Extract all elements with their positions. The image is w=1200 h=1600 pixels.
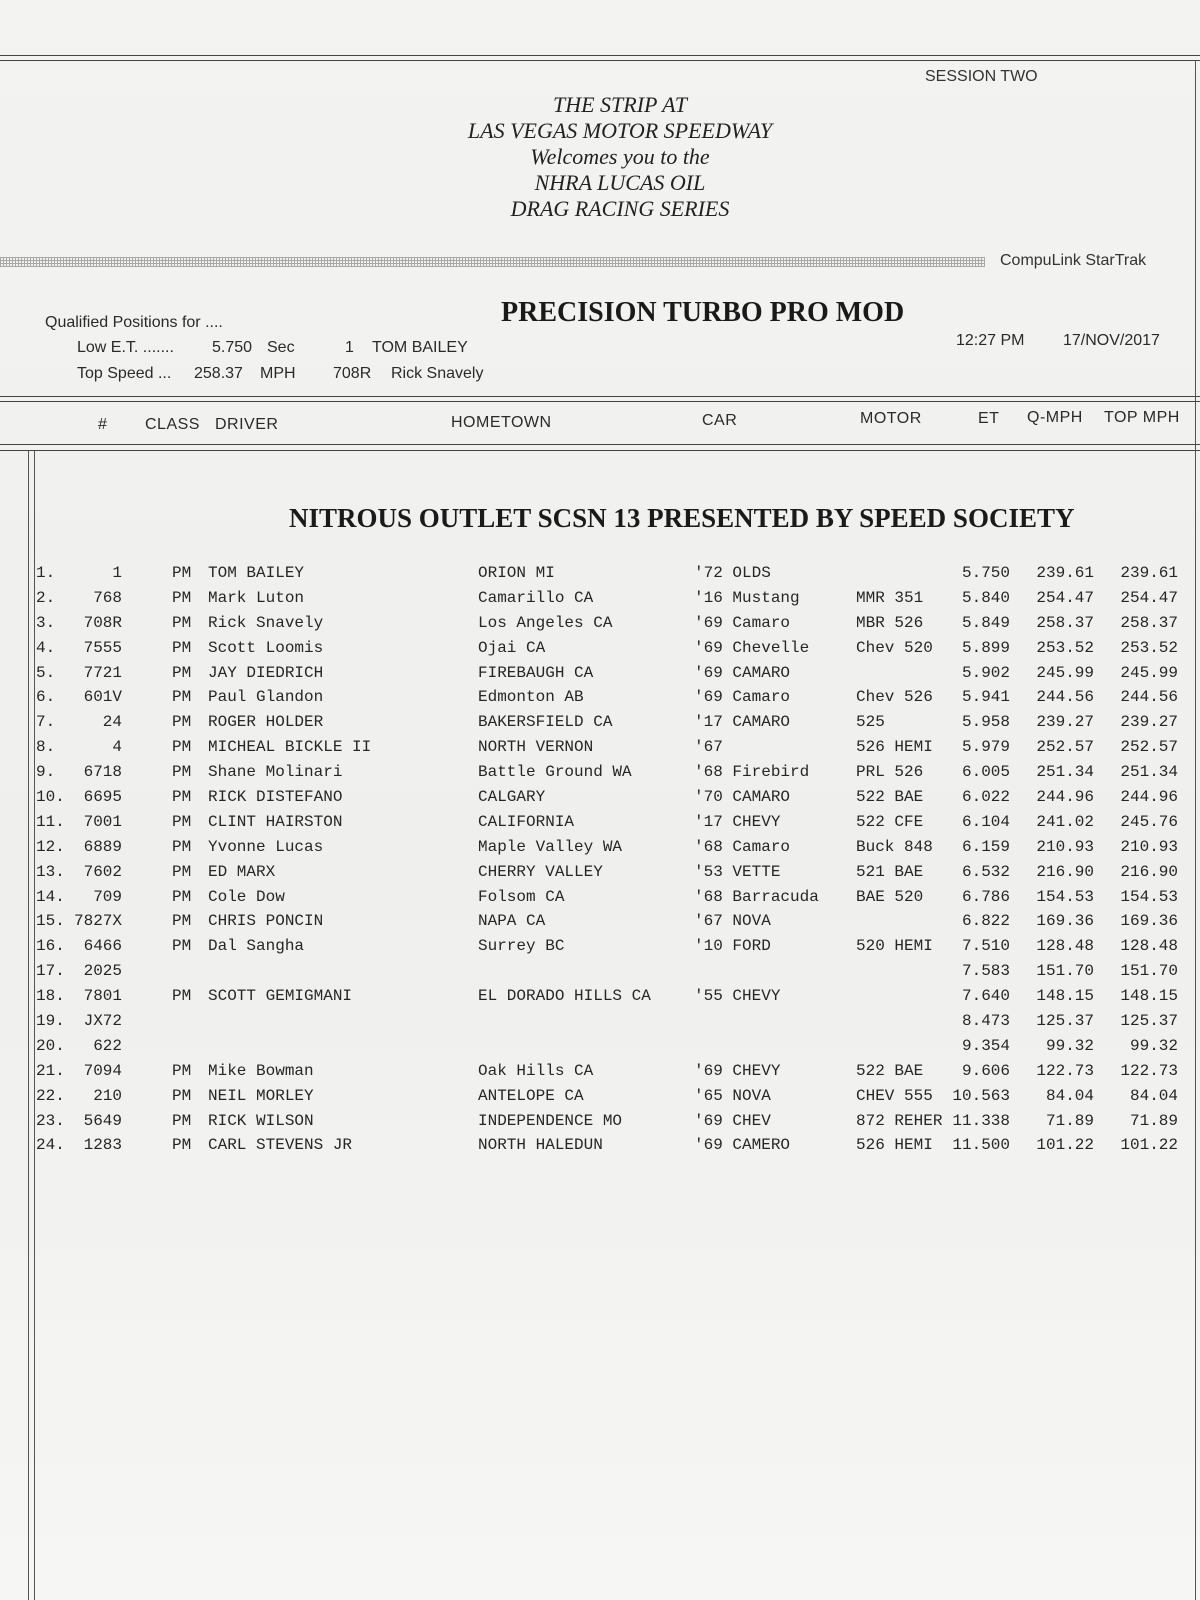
dotted-divider <box>0 257 985 267</box>
cell-driver: Rick Snavely <box>208 613 324 632</box>
top-speed-driver: Rick Snavely <box>391 365 484 382</box>
result-row <box>0 664 1200 689</box>
cell-top-mph: 252.57 <box>1120 738 1178 757</box>
session-label: SESSION TWO <box>925 68 1038 85</box>
result-row <box>0 614 1200 639</box>
cell-position: 18. <box>36 987 65 1006</box>
result-row <box>0 838 1200 863</box>
cell-hometown: Oak Hills CA <box>478 1061 594 1080</box>
cell-position: 2. <box>36 588 56 607</box>
cell-class: PM <box>172 887 192 906</box>
cell-top-mph: 239.27 <box>1120 713 1178 732</box>
cell-motor: Chev 520 <box>856 638 933 657</box>
cell-motor: 872 REHER <box>856 1111 943 1130</box>
cell-motor: BAE 520 <box>856 887 924 906</box>
results-table <box>0 564 1200 1161</box>
cell-car-number: 24 <box>102 713 122 732</box>
col-motor: MOTOR <box>860 410 922 427</box>
cell-motor: MBR 526 <box>856 613 924 632</box>
cell-hometown: CALIFORNIA <box>478 812 575 831</box>
cell-driver: Scott Loomis <box>208 638 324 657</box>
result-row <box>0 639 1200 664</box>
cell-driver: RICK WILSON <box>208 1111 314 1130</box>
cell-q-mph: 128.48 <box>1036 937 1094 956</box>
cell-top-mph: 122.73 <box>1120 1061 1178 1080</box>
cell-et: 7.640 <box>961 987 1010 1006</box>
cell-car: '69 CAMERO <box>694 1136 791 1155</box>
report-date: 17/NOV/2017 <box>1063 332 1160 349</box>
report-time: 12:27 PM <box>956 332 1025 349</box>
result-row <box>0 1012 1200 1037</box>
cell-top-mph: 128.48 <box>1120 937 1178 956</box>
cell-hometown: CHERRY VALLEY <box>478 862 603 881</box>
cell-class: PM <box>172 588 192 607</box>
cell-driver: MICHEAL BICKLE II <box>208 738 372 757</box>
cell-class: PM <box>172 613 192 632</box>
result-row <box>0 937 1200 962</box>
cell-car: '53 VETTE <box>694 862 781 881</box>
cell-et: 7.583 <box>961 962 1010 981</box>
cell-position: 14. <box>36 887 65 906</box>
cell-car-number: 4 <box>112 738 122 757</box>
cell-driver: Paul Glandon <box>208 688 324 707</box>
cell-top-mph: 169.36 <box>1120 912 1178 931</box>
cell-motor: Chev 526 <box>856 688 933 707</box>
cell-driver: Mike Bowman <box>208 1061 314 1080</box>
cell-motor: 521 BAE <box>856 862 924 881</box>
welcome-block <box>400 92 840 222</box>
cell-driver: JAY DIEDRICH <box>208 663 324 682</box>
cell-hometown: ORION MI <box>478 564 555 582</box>
cell-top-mph: 84.04 <box>1129 1086 1178 1105</box>
cell-position: 8. <box>36 738 56 757</box>
event-subtitle: NITROUS OUTLET SCSN 13 PRESENTED BY SPEED SOCIETY <box>289 503 1075 533</box>
cell-q-mph: 239.27 <box>1036 713 1094 732</box>
cell-motor: CHEV 555 <box>856 1086 933 1105</box>
cell-driver: Yvonne Lucas <box>208 837 324 856</box>
cell-car-number: 708R <box>83 613 122 632</box>
cell-et: 6.022 <box>961 788 1010 807</box>
cell-class: PM <box>172 1061 192 1080</box>
cell-hometown: ANTELOPE CA <box>478 1086 584 1105</box>
cell-q-mph: 253.52 <box>1036 638 1094 657</box>
result-row <box>0 888 1200 913</box>
cell-car: '69 CHEVY <box>694 1061 781 1080</box>
cell-q-mph: 239.61 <box>1036 564 1094 582</box>
cell-position: 12. <box>36 837 65 856</box>
cell-driver: ROGER HOLDER <box>208 713 324 732</box>
cell-car: '70 CAMARO <box>694 788 791 807</box>
cell-class: PM <box>172 638 192 657</box>
cell-car-number: 7094 <box>83 1061 122 1080</box>
result-row <box>0 1087 1200 1112</box>
cell-q-mph: 151.70 <box>1036 962 1094 981</box>
result-row <box>0 738 1200 763</box>
cell-motor: 522 CFE <box>856 812 924 831</box>
cell-driver: Dal Sangha <box>208 937 305 956</box>
cell-position: 6. <box>36 688 56 707</box>
cell-car-number: 1 <box>112 564 122 582</box>
cell-top-mph: 125.37 <box>1120 1012 1178 1031</box>
cell-motor: MMR 351 <box>856 588 924 607</box>
cell-class: PM <box>172 1086 192 1105</box>
col-car: CAR <box>702 412 738 429</box>
cell-hometown: Maple Valley WA <box>478 837 623 856</box>
result-row <box>0 863 1200 888</box>
cell-driver: TOM BAILEY <box>208 564 305 582</box>
welcome-line-2: LAS VEGAS MOTOR SPEEDWAY <box>467 118 773 143</box>
top-border <box>0 55 1200 56</box>
cell-driver: Cole Dow <box>208 887 285 906</box>
top-speed-value: 258.37 <box>194 365 243 382</box>
result-row <box>0 1112 1200 1137</box>
result-row <box>0 1037 1200 1062</box>
cell-et: 5.840 <box>961 588 1010 607</box>
cell-q-mph: 148.15 <box>1036 987 1094 1006</box>
cell-motor: Buck 848 <box>856 837 933 856</box>
cell-hometown: Surrey BC <box>478 937 565 956</box>
cell-car-number: 210 <box>93 1086 122 1105</box>
cell-class: PM <box>172 987 192 1006</box>
cell-driver: CARL STEVENS JR <box>208 1136 353 1155</box>
cell-top-mph: 101.22 <box>1120 1136 1178 1155</box>
class-title: PRECISION TURBO PRO MOD <box>501 297 905 328</box>
cell-car: '69 Chevelle <box>694 638 810 657</box>
cell-et: 5.899 <box>961 638 1010 657</box>
cell-q-mph: 169.36 <box>1036 912 1094 931</box>
cell-hometown: NORTH HALEDUN <box>478 1136 603 1155</box>
cell-hometown: BAKERSFIELD CA <box>478 713 613 732</box>
cell-car-number: 6889 <box>83 837 122 856</box>
cell-driver: RICK DISTEFANO <box>208 788 343 807</box>
cell-position: 16. <box>36 937 65 956</box>
cell-motor: 526 HEMI <box>856 1136 933 1155</box>
cell-motor: 525 <box>856 713 885 732</box>
cell-position: 1. <box>36 564 56 582</box>
cell-q-mph: 252.57 <box>1036 738 1094 757</box>
cell-class: PM <box>172 1111 192 1130</box>
cell-position: 15. <box>36 912 65 931</box>
cell-motor: 522 BAE <box>856 1061 924 1080</box>
cell-position: 24. <box>36 1136 65 1155</box>
cell-class: PM <box>172 937 192 956</box>
cell-car: '67 <box>694 738 723 757</box>
cell-car-number: 7827X <box>73 912 122 931</box>
cell-q-mph: 251.34 <box>1036 763 1094 782</box>
cell-class: PM <box>172 763 192 782</box>
cell-et: 5.979 <box>961 738 1010 757</box>
cell-position: 20. <box>36 1036 65 1055</box>
col-qmph: Q-MPH <box>1027 409 1083 426</box>
header-rule-top <box>0 396 1200 397</box>
cell-et: 6.786 <box>961 887 1010 906</box>
cell-class: PM <box>172 738 192 757</box>
cell-hometown: NORTH VERNON <box>478 738 594 757</box>
cell-car-number: 2025 <box>83 962 122 981</box>
cell-hometown: Folsom CA <box>478 887 565 906</box>
result-row <box>0 688 1200 713</box>
cell-motor: 522 BAE <box>856 788 924 807</box>
cell-motor: 520 HEMI <box>856 937 933 956</box>
cell-car: '69 CHEV <box>694 1111 771 1130</box>
cell-hometown: FIREBAUGH CA <box>478 663 594 682</box>
cell-class: PM <box>172 663 192 682</box>
cell-car: '17 CAMARO <box>694 713 791 732</box>
result-row <box>0 987 1200 1012</box>
cell-q-mph: 241.02 <box>1036 812 1094 831</box>
low-et-label: Low E.T. ....... <box>77 339 174 356</box>
cell-car: '69 Camaro <box>694 613 791 632</box>
cell-q-mph: 101.22 <box>1036 1136 1094 1155</box>
system-name: CompuLink StarTrak <box>1000 252 1147 269</box>
result-row <box>0 813 1200 838</box>
cell-position: 7. <box>36 713 56 732</box>
cell-class: PM <box>172 688 192 707</box>
result-row <box>0 564 1200 589</box>
cell-et: 6.532 <box>961 862 1010 881</box>
cell-class: PM <box>172 1136 192 1155</box>
cell-q-mph: 216.90 <box>1036 862 1094 881</box>
cell-et: 11.338 <box>952 1111 1010 1130</box>
header-rule-top-2 <box>0 401 1200 402</box>
cell-class: PM <box>172 713 192 732</box>
cell-position: 13. <box>36 862 65 881</box>
cell-top-mph: 239.61 <box>1120 564 1178 582</box>
cell-car-number: 768 <box>93 588 122 607</box>
cell-hometown: Los Angeles CA <box>478 613 613 632</box>
cell-top-mph: 254.47 <box>1120 588 1178 607</box>
result-row <box>0 1136 1200 1161</box>
result-row <box>0 962 1200 987</box>
cell-car-number: 7555 <box>83 638 122 657</box>
cell-q-mph: 210.93 <box>1036 837 1094 856</box>
cell-et: 8.473 <box>961 1012 1010 1031</box>
col-num: # <box>98 416 108 433</box>
cell-position: 10. <box>36 788 65 807</box>
cell-car-number: 7801 <box>83 987 122 1006</box>
result-row <box>0 788 1200 813</box>
top-speed-label: Top Speed ... <box>77 365 172 382</box>
cell-driver: NEIL MORLEY <box>208 1086 314 1105</box>
low-et-driver: TOM BAILEY <box>372 339 468 356</box>
cell-top-mph: 210.93 <box>1120 837 1178 856</box>
cell-position: 11. <box>36 812 65 831</box>
cell-position: 21. <box>36 1061 65 1080</box>
welcome-line-5: DRAG RACING SERIES <box>510 196 730 221</box>
cell-car-number: 622 <box>93 1036 122 1055</box>
result-row <box>0 1062 1200 1087</box>
col-class: CLASS <box>145 416 200 433</box>
cell-class: PM <box>172 812 192 831</box>
cell-car: '10 FORD <box>694 937 771 956</box>
cell-top-mph: 245.76 <box>1120 812 1178 831</box>
cell-et: 10.563 <box>952 1086 1010 1105</box>
cell-car: '17 CHEVY <box>694 812 781 831</box>
cell-position: 3. <box>36 613 56 632</box>
cell-hometown: CALGARY <box>478 788 546 807</box>
cell-et: 11.500 <box>952 1136 1010 1155</box>
cell-driver: SCOTT GEMIGMANI <box>208 987 353 1006</box>
cell-et: 5.958 <box>961 713 1010 732</box>
cell-car-number: 7001 <box>83 812 122 831</box>
cell-car: '67 NOVA <box>694 912 771 931</box>
result-row <box>0 912 1200 937</box>
cell-top-mph: 258.37 <box>1120 613 1178 632</box>
cell-top-mph: 154.53 <box>1120 887 1178 906</box>
cell-top-mph: 244.56 <box>1120 688 1178 707</box>
cell-hometown: NAPA CA <box>478 912 546 931</box>
cell-car-number: 601V <box>83 688 122 707</box>
cell-driver: ED MARX <box>208 862 276 881</box>
cell-q-mph: 125.37 <box>1036 1012 1094 1031</box>
cell-et: 7.510 <box>961 937 1010 956</box>
cell-q-mph: 71.89 <box>1045 1111 1094 1130</box>
top-border-inner <box>0 60 1200 61</box>
cell-et: 5.941 <box>961 688 1010 707</box>
cell-car: '68 Camaro <box>694 837 791 856</box>
cell-hometown: Ojai CA <box>478 638 546 657</box>
cell-car-number: 7721 <box>83 663 122 682</box>
cell-position: 23. <box>36 1111 65 1130</box>
cell-top-mph: 216.90 <box>1120 862 1178 881</box>
cell-q-mph: 154.53 <box>1036 887 1094 906</box>
cell-position: 19. <box>36 1012 65 1031</box>
col-et: ET <box>978 410 1000 427</box>
cell-q-mph: 245.99 <box>1036 663 1094 682</box>
cell-position: 9. <box>36 763 56 782</box>
cell-motor: 526 HEMI <box>856 738 933 757</box>
cell-class: PM <box>172 564 192 582</box>
cell-hometown: Edmonton AB <box>478 688 584 707</box>
header-rule-bottom-2 <box>0 450 1200 451</box>
top-speed-car: 708R <box>333 365 372 382</box>
cell-top-mph: 244.96 <box>1120 788 1178 807</box>
cell-hometown: Camarillo CA <box>478 588 594 607</box>
cell-car: '65 NOVA <box>694 1086 771 1105</box>
col-topmph: TOP MPH <box>1104 409 1180 426</box>
cell-position: 5. <box>36 663 56 682</box>
cell-hometown: EL DORADO HILLS CA <box>478 987 651 1006</box>
qualified-label: Qualified Positions for .... <box>45 314 223 331</box>
cell-et: 6.159 <box>961 837 1010 856</box>
cell-q-mph: 122.73 <box>1036 1061 1094 1080</box>
cell-top-mph: 245.99 <box>1120 663 1178 682</box>
cell-top-mph: 71.89 <box>1129 1111 1178 1130</box>
cell-hometown: Battle Ground WA <box>478 763 632 782</box>
cell-position: 4. <box>36 638 56 657</box>
cell-top-mph: 251.34 <box>1120 763 1178 782</box>
cell-car-number: 6718 <box>83 763 122 782</box>
cell-top-mph: 151.70 <box>1120 962 1178 981</box>
cell-motor: PRL 526 <box>856 763 924 782</box>
col-hometown: HOMETOWN <box>451 414 552 431</box>
cell-et: 5.902 <box>961 663 1010 682</box>
cell-top-mph: 253.52 <box>1120 638 1178 657</box>
low-et-value: 5.750 <box>212 339 253 356</box>
top-speed-unit: MPH <box>260 365 296 382</box>
cell-q-mph: 84.04 <box>1045 1086 1094 1105</box>
cell-car-number: 1283 <box>83 1136 122 1155</box>
cell-et: 9.606 <box>961 1061 1010 1080</box>
result-row <box>0 713 1200 738</box>
header-rule-bottom <box>0 444 1200 445</box>
cell-position: 22. <box>36 1086 65 1105</box>
cell-class: PM <box>172 862 192 881</box>
cell-et: 5.849 <box>961 613 1010 632</box>
cell-car-number: JX72 <box>83 1012 122 1031</box>
cell-et: 6.005 <box>961 763 1010 782</box>
cell-driver: Mark Luton <box>208 588 305 607</box>
cell-et: 9.354 <box>961 1036 1010 1055</box>
result-row <box>0 589 1200 614</box>
col-driver: DRIVER <box>215 416 279 433</box>
result-row <box>0 763 1200 788</box>
cell-driver: CHRIS PONCIN <box>208 912 324 931</box>
cell-car: '72 OLDS <box>694 564 771 582</box>
cell-class: PM <box>172 912 192 931</box>
low-et-unit: Sec <box>267 339 295 356</box>
cell-class: PM <box>172 788 192 807</box>
low-et-car: 1 <box>345 339 354 356</box>
cell-car: '68 Barracuda <box>694 887 819 906</box>
cell-car-number: 5649 <box>83 1111 122 1130</box>
cell-q-mph: 254.47 <box>1036 588 1094 607</box>
cell-driver: Shane Molinari <box>208 763 343 782</box>
welcome-line-1: THE STRIP AT <box>552 92 688 117</box>
cell-q-mph: 244.96 <box>1036 788 1094 807</box>
cell-driver: CLINT HAIRSTON <box>208 812 343 831</box>
welcome-line-4: NHRA LUCAS OIL <box>534 170 706 195</box>
cell-car: '55 CHEVY <box>694 987 781 1006</box>
cell-class: PM <box>172 837 192 856</box>
cell-q-mph: 99.32 <box>1045 1036 1094 1055</box>
cell-car-number: 7602 <box>83 862 122 881</box>
cell-q-mph: 244.56 <box>1036 688 1094 707</box>
cell-top-mph: 99.32 <box>1129 1036 1178 1055</box>
cell-car: '69 Camaro <box>694 688 791 707</box>
welcome-line-3: Welcomes you to the <box>530 144 710 169</box>
cell-et: 6.822 <box>961 912 1010 931</box>
cell-position: 17. <box>36 962 65 981</box>
cell-q-mph: 258.37 <box>1036 613 1094 632</box>
cell-car: '68 Firebird <box>694 763 810 782</box>
cell-car-number: 6466 <box>83 937 122 956</box>
cell-top-mph: 148.15 <box>1120 987 1178 1006</box>
cell-et: 6.104 <box>961 812 1010 831</box>
cell-et: 5.750 <box>961 564 1010 582</box>
cell-car: '69 CAMARO <box>694 663 791 682</box>
cell-car: '16 Mustang <box>694 588 800 607</box>
cell-car-number: 709 <box>93 887 122 906</box>
cell-car-number: 6695 <box>83 788 122 807</box>
cell-hometown: INDEPENDENCE MO <box>478 1111 623 1130</box>
